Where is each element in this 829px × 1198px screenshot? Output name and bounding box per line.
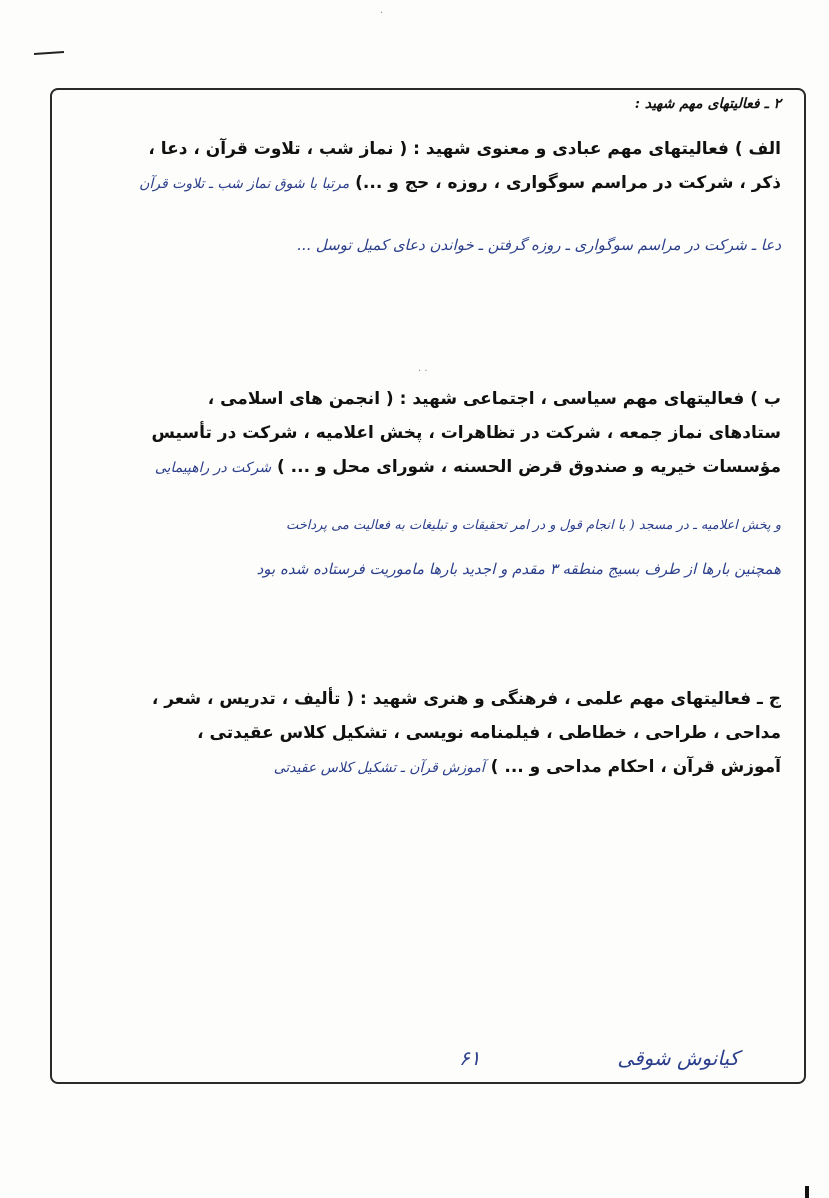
section-c-line-2: مداحی ، طراحی ، خطاطی ، فیلمنامه نویسی ، تشکیل کلاس عقیدتی ، — [197, 723, 781, 743]
signature-number: ۶۱ — [459, 1046, 481, 1070]
section-c-line-1: ج ـ فعالیتهای مهم علمی ، فرهنگی و هنری شهید : ( تألیف ، تدریس ، شعر ، — [151, 689, 781, 709]
scan-mark — [34, 51, 64, 55]
section-c-line-3-text: آموزش قرآن ، احکام مداحی و ... ) — [490, 757, 781, 777]
section-a-line-1: الف ) فعالیتهای مهم عبادی و معنوی شهید : ( نماز شب ، تلاوت قرآن ، دعا ، — [148, 139, 781, 159]
section-b-line-3-text: مؤسسات خیریه و صندوق قرض الحسنه ، شورای محل و ... ) — [276, 457, 781, 477]
section-c-handwritten-inline: آموزش قرآن ـ تشکیل کلاس عقیدتی — [273, 760, 485, 776]
signature — [419, 1040, 739, 1080]
signature-name: کیانوش شوقی — [617, 1046, 739, 1070]
section-b-handwritten-inline: شرکت در راهپیمایی — [154, 460, 272, 476]
section-a — [81, 132, 781, 200]
section-b-handwritten-line-2: همچنین بارها از طرف بسیج منطقه ۳ مقدم و اجدید بارها ماموریت فرستاده شده بود — [256, 560, 781, 578]
section-a-handwritten-inline: مرتبا با شوق نماز شب ـ تلاوت قرآن — [139, 176, 350, 192]
section-a-line-2-text: ذکر ، شرکت در مراسم سوگواری ، روزه ، حج و ...) — [355, 173, 781, 193]
section-b-line-3 — [81, 450, 781, 484]
section-b — [81, 382, 781, 484]
section-title: ۲ ـ فعالیتهای مهم شهید : — [634, 96, 781, 112]
section-b-handwritten-line-1: و پخش اعلامیه ـ در مسجد ( با انجام قول و در امر تحقیقات و تبلیغات به فعالیت می پرداخت — [285, 518, 781, 533]
section-a-handwritten-line: دعا ـ شرکت در مراسم سوگواری ـ روزه گرفتن ـ خواندن دعای کمیل توسل ... — [296, 236, 781, 254]
section-a-line-2 — [81, 166, 781, 200]
section-b-line-1: ب ) فعالیتهای مهم سیاسی ، اجتماعی شهید : ( انجمن های اسلامی ، — [207, 389, 781, 409]
section-c — [81, 682, 781, 784]
section-b-line-2: ستادهای نماز جمعه ، شرکت در تظاهرات ، پخش اعلامیه ، شرکت در تأسیس — [151, 423, 781, 443]
section-c-line-3 — [81, 750, 781, 784]
scan-dot: · — [380, 8, 384, 19]
scan-mark — [805, 1186, 809, 1198]
scan-dot: · · — [418, 366, 428, 377]
